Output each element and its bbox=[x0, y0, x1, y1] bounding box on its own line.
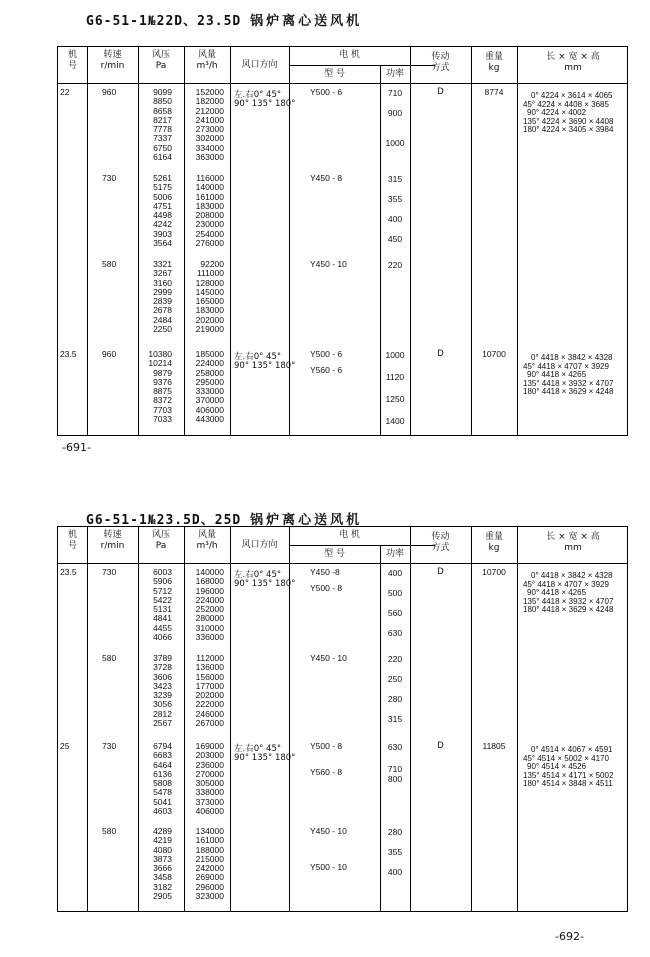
pressure-list bbox=[142, 260, 172, 334]
table2-title-cn: 锅炉离心送风机 bbox=[250, 513, 363, 528]
outlet-direction bbox=[234, 91, 295, 110]
page-number-691: -691- bbox=[62, 441, 91, 454]
header-drive: 传动 方式 bbox=[431, 52, 450, 73]
pressure-value: 2812 bbox=[153, 708, 172, 719]
motor-power: 1000 bbox=[385, 138, 405, 148]
outlet-direction bbox=[234, 571, 295, 590]
pressure-value: 3160 bbox=[153, 277, 172, 288]
motor-power: 1400 bbox=[385, 416, 405, 426]
flow-value: 112000 bbox=[196, 653, 224, 663]
pressure-value: 4841 bbox=[153, 613, 172, 624]
dimension-line: 0° 4418 × 3842 × 4328 bbox=[531, 353, 613, 362]
header-divider bbox=[58, 563, 627, 564]
header-flow: 风量 m³/h bbox=[196, 50, 218, 71]
speed-value: 580 bbox=[102, 826, 117, 836]
flow-value: 295000 bbox=[195, 376, 224, 387]
flow-value: 128000 bbox=[195, 277, 224, 288]
dimension-line: 180° 4514 × 3848 × 4511 bbox=[523, 779, 613, 789]
header-motor-model: 型 号 bbox=[324, 549, 345, 559]
motor-power: 280 bbox=[387, 694, 403, 704]
pressure-value: 8875 bbox=[153, 386, 172, 397]
flow-value: 134000 bbox=[195, 826, 224, 836]
flow-value: 203000 bbox=[195, 750, 224, 761]
header-weight: 重量 kg bbox=[484, 532, 503, 553]
weight-value: 8774 bbox=[484, 87, 504, 97]
pressure-value: 7778 bbox=[153, 124, 172, 135]
flow-list bbox=[188, 88, 224, 162]
pressure-value: 4080 bbox=[153, 844, 172, 855]
flow-list bbox=[188, 174, 224, 248]
pressure-value: 3182 bbox=[153, 881, 172, 892]
speed-value: 730 bbox=[102, 741, 117, 751]
flow-list bbox=[188, 654, 224, 728]
flow-value: 246000 bbox=[195, 708, 224, 719]
flow-value: 241000 bbox=[195, 114, 224, 125]
pressure-value: 9099 bbox=[153, 87, 172, 97]
pressure-list bbox=[142, 174, 172, 248]
flow-value: 373000 bbox=[195, 796, 224, 807]
outlet-angle-line: 90° 135° 180° bbox=[234, 361, 296, 372]
pressure-value: 4751 bbox=[153, 200, 172, 211]
pressure-value: 2999 bbox=[153, 286, 172, 297]
pressure-value: 5422 bbox=[153, 594, 172, 605]
flow-value: 273000 bbox=[195, 124, 224, 135]
flow-value: 270000 bbox=[195, 768, 224, 779]
flow-value: 222000 bbox=[195, 699, 224, 710]
motor-model: Y500 - 6 bbox=[310, 349, 343, 359]
pressure-value: 5006 bbox=[153, 191, 172, 202]
header-weight: 重量 kg bbox=[484, 52, 503, 73]
dimension-line: 135° 4224 × 3690 × 4408 bbox=[523, 116, 614, 126]
motor-power: 315 bbox=[387, 714, 403, 724]
header-motor-power: 功率 bbox=[385, 549, 404, 559]
flow-value: 183000 bbox=[195, 305, 224, 316]
pressure-value: 3321 bbox=[153, 259, 172, 269]
pressure-value: 4066 bbox=[153, 632, 172, 643]
pressure-value: 2567 bbox=[153, 718, 172, 729]
pressure-value: 2250 bbox=[153, 324, 172, 335]
outlet-angle-line: 90° 135° 180° bbox=[234, 579, 296, 590]
flow-value: 224000 bbox=[195, 358, 224, 369]
fan-number: 25 bbox=[60, 741, 70, 751]
pressure-value: 5712 bbox=[153, 585, 172, 596]
motor-model: Y450 - 10 bbox=[310, 259, 347, 269]
motor-power: 500 bbox=[387, 588, 403, 598]
flow-value: 212000 bbox=[195, 105, 224, 116]
dimension-line: 180° 4418 × 3629 × 4248 bbox=[523, 605, 614, 615]
pressure-value: 4603 bbox=[153, 806, 172, 817]
motor-power: 1120 bbox=[385, 372, 405, 382]
pressure-value: 5478 bbox=[153, 787, 172, 798]
flow-value: 363000 bbox=[195, 152, 224, 163]
flow-list bbox=[188, 350, 224, 424]
flow-value: 161000 bbox=[195, 191, 224, 202]
pressure-value: 8217 bbox=[153, 114, 172, 125]
header-dims: 长 × 宽 × 高 mm bbox=[546, 52, 600, 73]
motor-power: 560 bbox=[387, 608, 403, 618]
weight-value: 10700 bbox=[482, 567, 506, 577]
motor-power: 220 bbox=[387, 654, 403, 664]
flow-value: 165000 bbox=[195, 296, 224, 307]
header-no: 机 号 bbox=[67, 530, 77, 551]
motor-power: 800 bbox=[387, 774, 403, 784]
header-divider bbox=[58, 83, 627, 84]
dimensions-list bbox=[523, 746, 613, 789]
outlet-direction bbox=[234, 353, 295, 372]
flow-value: 236000 bbox=[195, 759, 224, 770]
flow-value: 140000 bbox=[195, 567, 224, 577]
flow-value: 333000 bbox=[195, 386, 224, 397]
motor-power: 355 bbox=[387, 847, 403, 857]
outlet-angle-line: 90° 135° 180° bbox=[234, 753, 296, 764]
flow-value: 161000 bbox=[195, 835, 224, 846]
outlet-direction bbox=[234, 745, 295, 764]
flow-value: 336000 bbox=[195, 632, 224, 643]
motor-model: Y450 -8 bbox=[310, 567, 340, 577]
pressure-value: 2678 bbox=[153, 305, 172, 316]
pressure-value: 4498 bbox=[153, 210, 172, 221]
pressure-value: 5261 bbox=[153, 173, 172, 183]
dimension-line: 180° 4224 × 3405 × 3984 bbox=[523, 125, 614, 135]
pressure-value: 2839 bbox=[153, 296, 172, 307]
pressure-value: 3423 bbox=[153, 680, 172, 691]
fan-number: 23.5 bbox=[60, 349, 77, 359]
header-motor: 电 机 bbox=[339, 530, 360, 540]
outlet-angle-line: 90° 135° 180° bbox=[234, 99, 296, 110]
flow-value: 242000 bbox=[195, 863, 224, 874]
motor-model: Y500 - 10 bbox=[310, 862, 347, 872]
pressure-value: 4219 bbox=[153, 835, 172, 846]
flow-value: 116000 bbox=[196, 173, 224, 183]
pressure-value: 5808 bbox=[153, 778, 172, 789]
pressure-value: 5175 bbox=[153, 182, 172, 193]
fan-number: 23.5 bbox=[60, 567, 77, 577]
dimension-line: 45° 4224 × 4408 × 3685 bbox=[523, 99, 609, 109]
motor-power: 450 bbox=[387, 234, 403, 244]
pressure-value: 6164 bbox=[153, 152, 172, 163]
dimensions-list bbox=[523, 354, 613, 397]
flow-value: 140000 bbox=[195, 182, 224, 193]
flow-list bbox=[188, 260, 224, 334]
flow-value: 254000 bbox=[195, 228, 224, 239]
flow-value: 443000 bbox=[195, 414, 224, 425]
flow-value: 183000 bbox=[195, 200, 224, 211]
pressure-value: 3056 bbox=[153, 699, 172, 710]
flow-value: 280000 bbox=[195, 613, 224, 624]
pressure-value: 6750 bbox=[153, 142, 172, 153]
pressure-list bbox=[142, 742, 172, 816]
pressure-value: 6003 bbox=[153, 567, 172, 577]
motor-power: 250 bbox=[387, 674, 403, 684]
dimension-line: 0° 4224 × 3614 × 4065 bbox=[531, 91, 613, 100]
pressure-value: 3873 bbox=[153, 853, 172, 864]
motor-power: 400 bbox=[387, 568, 403, 578]
flow-value: 269000 bbox=[195, 872, 224, 883]
flow-value: 188000 bbox=[195, 844, 224, 855]
flow-value: 334000 bbox=[195, 142, 224, 153]
pressure-value: 3789 bbox=[153, 653, 172, 663]
dimension-line: 135° 4418 × 3932 × 4707 bbox=[523, 596, 614, 606]
flow-list bbox=[188, 742, 224, 816]
dimension-line: 90° 4224 × 4002 bbox=[527, 108, 587, 118]
pressure-value: 9879 bbox=[153, 367, 172, 378]
table1-title-cn: 锅炉离心送风机 bbox=[250, 14, 363, 29]
pressure-value: 6683 bbox=[153, 750, 172, 761]
flow-value: 208000 bbox=[195, 210, 224, 221]
flow-value: 224000 bbox=[195, 594, 224, 605]
pressure-value: 7033 bbox=[153, 414, 172, 425]
flow-value: 215000 bbox=[195, 853, 224, 864]
flow-value: 305000 bbox=[195, 778, 224, 789]
outlet-angle-line: 左.右0° 45° bbox=[234, 570, 282, 580]
motor-model: Y500 - 6 bbox=[310, 87, 343, 97]
header-outlet: 风口方向 bbox=[241, 540, 278, 550]
motor-model: Y450 - 8 bbox=[310, 173, 343, 183]
pressure-value: 8372 bbox=[153, 395, 172, 406]
page-number-692: -692- bbox=[555, 930, 584, 943]
flow-value: 196000 bbox=[195, 585, 224, 596]
flow-value: 370000 bbox=[195, 395, 224, 406]
header-speed: 转速 r/min bbox=[100, 530, 125, 551]
pressure-list bbox=[142, 654, 172, 728]
dimension-line: 90° 4514 × 4526 bbox=[527, 762, 587, 772]
drive-type: D bbox=[437, 349, 444, 359]
pressure-value: 10380 bbox=[148, 349, 172, 359]
speed-value: 730 bbox=[102, 173, 117, 183]
fan-number: 22 bbox=[60, 87, 70, 97]
header-motor-model: 型 号 bbox=[324, 69, 345, 79]
dimension-line: 180° 4418 × 3629 × 4248 bbox=[523, 387, 614, 397]
table2 bbox=[57, 526, 628, 912]
pressure-value: 3564 bbox=[153, 238, 172, 249]
motor-power: 400 bbox=[387, 214, 403, 224]
flow-value: 185000 bbox=[195, 349, 224, 359]
speed-value: 960 bbox=[102, 87, 117, 97]
pressure-value: 10214 bbox=[148, 358, 172, 369]
flow-value: 168000 bbox=[195, 576, 224, 587]
flow-value: 252000 bbox=[195, 604, 224, 615]
flow-value: 177000 bbox=[195, 680, 224, 691]
flow-value: 145000 bbox=[195, 286, 224, 297]
flow-value: 276000 bbox=[195, 238, 224, 249]
weight-value: 11805 bbox=[482, 741, 506, 751]
speed-value: 580 bbox=[102, 653, 117, 663]
dimension-line: 135° 4514 × 4171 × 5002 bbox=[523, 770, 614, 780]
motor-power: 710 bbox=[387, 88, 403, 98]
flow-list bbox=[188, 827, 224, 901]
flow-value: 202000 bbox=[195, 690, 224, 701]
table1 bbox=[57, 46, 628, 436]
flow-value: 406000 bbox=[195, 806, 224, 817]
flow-value: 267000 bbox=[195, 718, 224, 729]
motor-power: 630 bbox=[387, 628, 403, 638]
dimension-line: 90° 4418 × 4265 bbox=[527, 370, 587, 380]
flow-value: 169000 bbox=[195, 741, 224, 751]
flow-value: 323000 bbox=[195, 891, 224, 902]
pressure-value: 6794 bbox=[153, 741, 172, 751]
pressure-value: 9376 bbox=[153, 376, 172, 387]
pressure-value: 3239 bbox=[153, 690, 172, 701]
drive-type: D bbox=[437, 567, 444, 577]
pressure-value: 7703 bbox=[153, 404, 172, 415]
header-outlet: 风口方向 bbox=[241, 60, 278, 70]
pressure-value: 2484 bbox=[153, 314, 172, 325]
header-no: 机 号 bbox=[67, 50, 77, 71]
flow-value: 406000 bbox=[195, 404, 224, 415]
pressure-value: 6136 bbox=[153, 768, 172, 779]
motor-power: 1250 bbox=[385, 394, 405, 404]
dimension-line: 135° 4418 × 3932 × 4707 bbox=[523, 378, 614, 388]
pressure-list bbox=[142, 350, 172, 424]
flow-value: 338000 bbox=[195, 787, 224, 798]
pressure-value: 5906 bbox=[153, 576, 172, 587]
flow-list bbox=[188, 568, 224, 642]
pressure-value: 3606 bbox=[153, 671, 172, 682]
motor-power: 355 bbox=[387, 194, 403, 204]
weight-value: 10700 bbox=[482, 349, 506, 359]
pressure-value: 4455 bbox=[153, 622, 172, 633]
header-pressure: 风压 Pa bbox=[151, 50, 170, 71]
header-pressure: 风压 Pa bbox=[151, 530, 170, 551]
pressure-list bbox=[142, 568, 172, 642]
pressure-value: 8658 bbox=[153, 105, 172, 116]
pressure-value: 4242 bbox=[153, 219, 172, 230]
motor-power: 630 bbox=[387, 742, 403, 752]
pressure-value: 4289 bbox=[153, 826, 172, 836]
table1-title-code: G6-51-1№22D、23.5D bbox=[86, 14, 242, 29]
dimension-line: 90° 4418 × 4265 bbox=[527, 588, 587, 598]
header-motor: 电 机 bbox=[339, 50, 360, 60]
flow-value: 136000 bbox=[195, 662, 224, 673]
motor-model: Y450 - 10 bbox=[310, 653, 347, 663]
dimension-line: 0° 4514 × 4067 × 4591 bbox=[531, 745, 613, 754]
motor-model: Y500 - 8 bbox=[310, 583, 343, 593]
pressure-value: 6464 bbox=[153, 759, 172, 770]
flow-value: 92200 bbox=[200, 259, 224, 269]
outlet-angle-line: 左.右0° 45° bbox=[234, 744, 282, 754]
drive-type: D bbox=[437, 87, 444, 97]
dimension-line: 0° 4418 × 3842 × 4328 bbox=[531, 571, 613, 580]
speed-value: 730 bbox=[102, 567, 117, 577]
flow-value: 296000 bbox=[195, 881, 224, 892]
pressure-value: 2905 bbox=[153, 891, 172, 902]
pressure-value: 5041 bbox=[153, 796, 172, 807]
flow-value: 258000 bbox=[195, 367, 224, 378]
motor-model: Y560 - 6 bbox=[310, 365, 343, 375]
speed-value: 580 bbox=[102, 259, 117, 269]
pressure-value: 5131 bbox=[153, 604, 172, 615]
pressure-value: 3666 bbox=[153, 863, 172, 874]
dimension-line: 45° 4418 × 4707 × 3929 bbox=[523, 579, 609, 589]
flow-value: 111000 bbox=[196, 268, 224, 279]
pressure-list bbox=[142, 88, 172, 162]
header-drive: 传动 方式 bbox=[431, 532, 450, 553]
table2-title-code: G6-51-1№23.5D、25D bbox=[86, 513, 242, 528]
flow-value: 219000 bbox=[195, 324, 224, 335]
motor-power: 280 bbox=[387, 827, 403, 837]
motor-model: Y560 - 8 bbox=[310, 767, 343, 777]
dimension-line: 45° 4418 × 4707 × 3929 bbox=[523, 361, 609, 371]
outlet-angle-line: 左.右0° 45° bbox=[234, 90, 282, 100]
flow-value: 152000 bbox=[195, 87, 224, 97]
dimensions-list bbox=[523, 572, 613, 615]
flow-value: 202000 bbox=[195, 314, 224, 325]
motor-power: 400 bbox=[387, 867, 403, 877]
pressure-value: 3903 bbox=[153, 228, 172, 239]
flow-value: 310000 bbox=[195, 622, 224, 633]
pressure-value: 7337 bbox=[153, 133, 172, 144]
motor-power: 900 bbox=[387, 108, 403, 118]
motor-power: 1000 bbox=[385, 350, 405, 360]
header-dims: 长 × 宽 × 高 mm bbox=[546, 532, 600, 553]
header-speed: 转速 r/min bbox=[100, 50, 125, 71]
pressure-value: 3267 bbox=[153, 268, 172, 279]
motor-power: 710 bbox=[387, 764, 403, 774]
motor-power: 220 bbox=[387, 260, 403, 270]
flow-value: 156000 bbox=[195, 671, 224, 682]
pressure-value: 8850 bbox=[153, 96, 172, 107]
table1-title bbox=[86, 10, 362, 29]
pressure-value: 3458 bbox=[153, 872, 172, 883]
pressure-list bbox=[142, 827, 172, 901]
dimensions-list bbox=[523, 92, 613, 135]
flow-value: 230000 bbox=[195, 219, 224, 230]
outlet-angle-line: 左.右0° 45° bbox=[234, 352, 282, 362]
motor-model: Y450 - 10 bbox=[310, 826, 347, 836]
dimension-line: 45° 4514 × 5002 × 4170 bbox=[523, 753, 609, 763]
pressure-value: 3728 bbox=[153, 662, 172, 673]
header-motor-power: 功率 bbox=[385, 69, 404, 79]
motor-power: 315 bbox=[387, 174, 403, 184]
speed-value: 960 bbox=[102, 349, 117, 359]
motor-model: Y500 - 8 bbox=[310, 741, 343, 751]
drive-type: D bbox=[437, 741, 444, 751]
header-flow: 风量 m³/h bbox=[196, 530, 218, 551]
flow-value: 182000 bbox=[195, 96, 224, 107]
flow-value: 302000 bbox=[195, 133, 224, 144]
